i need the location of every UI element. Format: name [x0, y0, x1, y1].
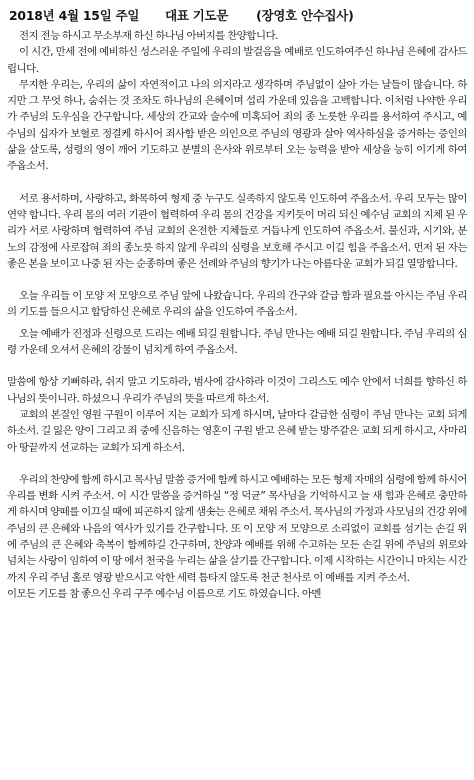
paragraph-spacer	[7, 175, 467, 191]
paragraph-scripture: 말씀에 항상 기뻐하라, 쉬지 말고 기도하라, 범사에 감사하라 이것이 그리스도 예수 안에서 너희를 향하신 하나님의 뜻이니라. 하셨으니 우리가 주님의 뜻을 따르게 하소서.	[7, 376, 467, 405]
paragraph-spacer	[7, 272, 467, 288]
paragraph-praise: 전지 전능 하시고 무소부재 하신 하나님 아버지를 찬양합니다.	[19, 30, 279, 42]
paragraph-confession: 무지한 우리는, 우리의 삶이 자연적이고 나의 의지라고 생각하며 주님없이 살아 가는 날들이 많습니다. 하지만 그 무엇 하나, 숨쉬는 것 조차도 하나님의 은혜이며 섭리 가운데 있음을 고백합니다. 이처럼 나약한 우리가 주님의 도우심을 간구합니다. 세상의 간교와 술수에 미혹되어 죄의 종 노릇한 우리를 용서하여 주시고, 예수님의 십자가 보혈로 정결케 하시어 죄사함 받은 의인으로 주님의 영광과 살아 역사하심을 증거하는 증인의 삶을 살도록, 성령의 영이 깨어 기도하고 분별의 은사와 위로부터 오는 능력을 받아 세상을 능히 이기게 하여 주옵소서.	[7, 78, 467, 173]
prayer-leader: (장영호 안수집사)	[256, 8, 354, 23]
paragraph-intercession: 우리의 찬양에 함께 하시고 목사님 말씀 증거에 함께 하시고 예배하는 모든 형제 자매의 심령에 함께 하시어 우리를 변화 시켜 주소서. 이 시간 말씀을 증거하실 “정 덕균” 목사님을 기억하시고 늘 새 힘과 은혜로 충만하게 하시며 양떼를 이끄실 때에 피곤하지 않게 샘솟는 은혜로 채워 주소서. 목사님의 가정과 사모님의 건강 위에 주님의 큰 은혜와 나음의 역사가 있기를 간구합니다. 또 이 모양 저 모양으로 소리없이 교회를 섬기는 손길 위에 주님의 큰 은혜와 축복이 함께하길 간구하며, 찬양과 예배를 위해 수고하는 모든 손길 위에 주님의 위로와 넘치는 사랑이 임하여 이 땅 에서 천국을 누리는 삶을 살기를 간구합니다. 이제 시작하는 시간이니 마치는 시간까지 우리 주님 홀로 영광 받으시고 악한 세력 틈타지 않도록 천군 천사로 이 예배를 지켜 주소서.	[7, 473, 467, 584]
paragraph-church: 교회의 본질인 영원 구원이 이루어 지는 교회가 되게 하시며, 날마다 갈급한 심령이 주님 만나는 교회 되게 하소서. 길 잃은 양이 그리고 죄 중에 신음하는 영혼이 구원 받고 은혜 받는 방주같은 교회 되게 하시고, 사마리아 땅끝까지 선교하는 교회가 되게 하소서.	[7, 408, 467, 454]
paragraph-forgiveness: 서로 용서하며, 사랑하고, 화목하여 형제 중 누구도 실족하지 않도록 인도하여 주옵소서. 우리 모두는 많이 연약 합니다. 우리 몸의 여러 기관이 협력하여 우리 몸의 건강을 지키듯이 머리 되신 예수님 교회의 지체 된 우리가 서로 사랑하며 협력하여 주님 교회의 온전한 지체들로 거듭나게 인도하여 주옵소서. 불신과, 시기와, 분노의 감정에 사로잡혀 죄의 종노릇 하지 않게 우리의 심령을 보호해 주시고 이길 힘을 주옵소서. 먼저 된 자는 좋은 본을 보이고 나중 된 자는 순종하며 좋은 선례와 주님의 향기가 나는 아름다운 교회가 되길 열망합니다.	[7, 192, 467, 270]
paragraph-spacer	[7, 358, 467, 374]
prayer-date: 2018년 4월 15일 주일	[9, 8, 140, 23]
paragraph-petition: 오늘 우리들 이 모양 저 모양으로 주님 앞에 나왔습니다. 우리의 간구와 갈급 함과 필요를 아시는 주님 우리의 기도를 들으시고 합당하신 은혜로 우리의 삶을 인도하여 주옵소서.	[7, 290, 467, 319]
paragraph-spacer	[7, 456, 467, 472]
document-body	[7, 28, 467, 602]
document-title: 대표 기도문	[165, 8, 229, 23]
paragraph-thanks: 이 시간, 만세 전에 예비하신 성스러운 주일에 우리의 발걸음을 예배로 인도하여주신 하나님 은혜에 감사드립니다.	[7, 46, 467, 75]
document-header	[7, 6, 467, 28]
paragraph-closing: 이모든 기도를 참 좋으신 우리 구주 예수님 이름으로 기도 하였습니다. 아멘	[7, 587, 321, 600]
paragraph-worship: 오늘 예배가 진정과 신령으로 드리는 예배 되길 원합니다. 주님 만나는 예배 되길 원합니다. 주님 우리의 심령 가운데 오셔서 은혜의 강물이 넘치게 하여 주옵소서.	[7, 327, 467, 357]
